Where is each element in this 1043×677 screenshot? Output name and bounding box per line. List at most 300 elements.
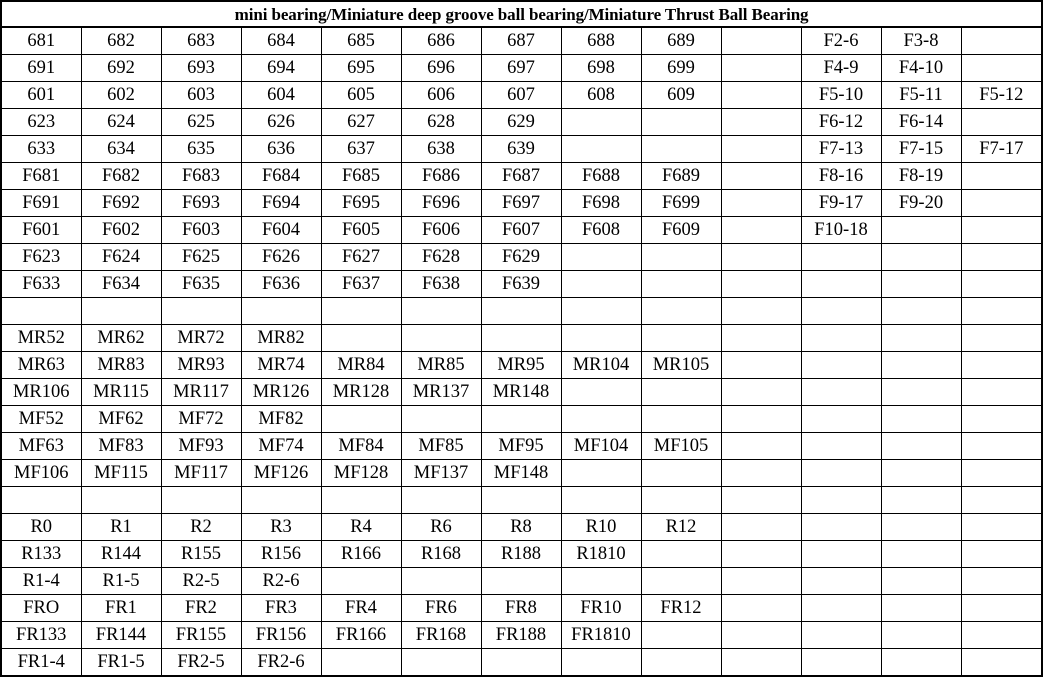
table-cell-empty bbox=[401, 649, 481, 677]
table-cell-empty bbox=[961, 298, 1042, 325]
table-cell-empty bbox=[721, 352, 801, 379]
table-cell-empty bbox=[641, 622, 721, 649]
table-cell-empty bbox=[81, 298, 161, 325]
table-cell-part-number: MF128 bbox=[321, 460, 401, 487]
table-cell-part-number: FR6 bbox=[401, 595, 481, 622]
table-cell-part-number: MF93 bbox=[161, 433, 241, 460]
table-cell-part-number: F5-12 bbox=[961, 82, 1042, 109]
table-cell-empty bbox=[721, 460, 801, 487]
table-cell-empty bbox=[721, 541, 801, 568]
table-cell-empty bbox=[401, 487, 481, 514]
table-row bbox=[1, 595, 1042, 622]
table-cell-empty bbox=[801, 433, 881, 460]
table-cell-part-number: 638 bbox=[401, 136, 481, 163]
table-cell-part-number: 692 bbox=[81, 55, 161, 82]
table-cell-empty bbox=[961, 487, 1042, 514]
table-cell-part-number: FR3 bbox=[241, 595, 321, 622]
table-cell-part-number: F4-10 bbox=[881, 55, 961, 82]
table-cell-empty bbox=[881, 217, 961, 244]
table-cell-part-number: R1-4 bbox=[1, 568, 81, 595]
table-cell-part-number: 699 bbox=[641, 55, 721, 82]
table-cell-part-number: F628 bbox=[401, 244, 481, 271]
table-cell-part-number: R4 bbox=[321, 514, 401, 541]
table-cell-part-number: F688 bbox=[561, 163, 641, 190]
table-cell-empty bbox=[881, 325, 961, 352]
table-cell-part-number: F7-17 bbox=[961, 136, 1042, 163]
table-cell-part-number: R166 bbox=[321, 541, 401, 568]
table-cell-part-number: F624 bbox=[81, 244, 161, 271]
table-cell-empty bbox=[801, 514, 881, 541]
table-row bbox=[1, 244, 1042, 271]
table-cell-part-number: MR126 bbox=[241, 379, 321, 406]
table-cell-empty bbox=[481, 487, 561, 514]
table-cell-empty bbox=[801, 568, 881, 595]
table-cell-part-number: F692 bbox=[81, 190, 161, 217]
table-cell-part-number: F695 bbox=[321, 190, 401, 217]
table-cell-empty bbox=[321, 649, 401, 677]
table-cell-empty bbox=[481, 325, 561, 352]
table-cell-empty bbox=[641, 298, 721, 325]
table-cell-empty bbox=[801, 595, 881, 622]
table-cell-part-number: F683 bbox=[161, 163, 241, 190]
table-cell-empty bbox=[561, 379, 641, 406]
table-row bbox=[1, 352, 1042, 379]
table-row bbox=[1, 136, 1042, 163]
table-cell-empty bbox=[641, 406, 721, 433]
table-cell-part-number: R2-5 bbox=[161, 568, 241, 595]
table-cell-part-number: MR63 bbox=[1, 352, 81, 379]
table-cell-part-number: MF83 bbox=[81, 433, 161, 460]
table-cell-part-number: 602 bbox=[81, 82, 161, 109]
table-cell-empty bbox=[721, 298, 801, 325]
table-cell-part-number: 686 bbox=[401, 27, 481, 55]
table-cell-part-number: R188 bbox=[481, 541, 561, 568]
table-cell-part-number: 637 bbox=[321, 136, 401, 163]
table-cell-part-number: MR82 bbox=[241, 325, 321, 352]
table-cell-part-number: FR188 bbox=[481, 622, 561, 649]
table-cell-empty bbox=[321, 568, 401, 595]
table-cell-part-number: 603 bbox=[161, 82, 241, 109]
table-cell-empty bbox=[881, 568, 961, 595]
table-cell-part-number: R8 bbox=[481, 514, 561, 541]
table-cell-empty bbox=[721, 433, 801, 460]
table-cell-part-number: FR2-6 bbox=[241, 649, 321, 677]
table-cell-empty bbox=[881, 406, 961, 433]
table-cell-empty bbox=[641, 325, 721, 352]
table-cell-part-number: MF117 bbox=[161, 460, 241, 487]
table-cell-part-number: MF82 bbox=[241, 406, 321, 433]
table-cell-part-number: F694 bbox=[241, 190, 321, 217]
table-cell-part-number: FR4 bbox=[321, 595, 401, 622]
table-cell-empty bbox=[801, 298, 881, 325]
table-cell-part-number: F623 bbox=[1, 244, 81, 271]
table-cell-empty bbox=[641, 541, 721, 568]
table-cell-empty bbox=[801, 325, 881, 352]
table-cell-part-number: FR1-5 bbox=[81, 649, 161, 677]
table-cell-empty bbox=[961, 406, 1042, 433]
table-cell-empty bbox=[801, 487, 881, 514]
table-cell-empty bbox=[641, 568, 721, 595]
table-cell-part-number: F637 bbox=[321, 271, 401, 298]
table-cell-part-number: R3 bbox=[241, 514, 321, 541]
table-cell-empty bbox=[801, 406, 881, 433]
table-cell-part-number: FR166 bbox=[321, 622, 401, 649]
table-cell-part-number: FRO bbox=[1, 595, 81, 622]
table-cell-part-number: F693 bbox=[161, 190, 241, 217]
table-cell-empty bbox=[321, 487, 401, 514]
table-cell-part-number: MR74 bbox=[241, 352, 321, 379]
table-cell-part-number: 694 bbox=[241, 55, 321, 82]
table-cell-empty bbox=[721, 622, 801, 649]
table-cell-part-number: 636 bbox=[241, 136, 321, 163]
table-title-row bbox=[1, 1, 1042, 27]
table-body bbox=[1, 1, 1042, 676]
table-cell-part-number: F4-9 bbox=[801, 55, 881, 82]
table-cell-empty bbox=[961, 244, 1042, 271]
table-cell-part-number: F684 bbox=[241, 163, 321, 190]
table-cell-part-number: F626 bbox=[241, 244, 321, 271]
table-cell-empty bbox=[721, 595, 801, 622]
table-cell-part-number: F687 bbox=[481, 163, 561, 190]
table-cell-part-number: 624 bbox=[81, 109, 161, 136]
table-cell-part-number: F696 bbox=[401, 190, 481, 217]
table-cell-empty bbox=[1, 487, 81, 514]
table-cell-part-number: F698 bbox=[561, 190, 641, 217]
table-cell-empty bbox=[881, 244, 961, 271]
table-cell-part-number: MR72 bbox=[161, 325, 241, 352]
table-cell-empty bbox=[961, 352, 1042, 379]
table-cell-part-number: MR105 bbox=[641, 352, 721, 379]
table-cell-part-number: MF85 bbox=[401, 433, 481, 460]
table-cell-empty bbox=[641, 379, 721, 406]
table-cell-part-number: MR117 bbox=[161, 379, 241, 406]
table-cell-empty bbox=[961, 649, 1042, 677]
table-cell-part-number: F605 bbox=[321, 217, 401, 244]
table-cell-part-number: 625 bbox=[161, 109, 241, 136]
table-cell-empty bbox=[641, 136, 721, 163]
table-cell-empty bbox=[721, 325, 801, 352]
table-cell-empty bbox=[321, 406, 401, 433]
table-cell-empty bbox=[561, 298, 641, 325]
table-cell-part-number: 683 bbox=[161, 27, 241, 55]
table-cell-part-number: 695 bbox=[321, 55, 401, 82]
table-cell-part-number: F602 bbox=[81, 217, 161, 244]
table-row bbox=[1, 460, 1042, 487]
table-cell-part-number: 689 bbox=[641, 27, 721, 55]
table-cell-part-number: F636 bbox=[241, 271, 321, 298]
table-cell-empty bbox=[801, 649, 881, 677]
table-cell-empty bbox=[721, 27, 801, 55]
table-cell-part-number: MR84 bbox=[321, 352, 401, 379]
table-cell-part-number: FR10 bbox=[561, 595, 641, 622]
table-cell-empty bbox=[241, 298, 321, 325]
table-cell-empty bbox=[961, 379, 1042, 406]
table-cell-empty bbox=[561, 487, 641, 514]
table-cell-empty bbox=[561, 244, 641, 271]
table-cell-part-number: F697 bbox=[481, 190, 561, 217]
table-cell-empty bbox=[801, 352, 881, 379]
table-cell-empty bbox=[801, 541, 881, 568]
table-cell-part-number: MF126 bbox=[241, 460, 321, 487]
table-cell-part-number: F7-13 bbox=[801, 136, 881, 163]
table-cell-part-number: F633 bbox=[1, 271, 81, 298]
table-cell-part-number: F639 bbox=[481, 271, 561, 298]
table-cell-empty bbox=[721, 379, 801, 406]
table-row bbox=[1, 271, 1042, 298]
table-cell-empty bbox=[561, 325, 641, 352]
table-cell-part-number: F638 bbox=[401, 271, 481, 298]
table-cell-part-number: 626 bbox=[241, 109, 321, 136]
table-row bbox=[1, 433, 1042, 460]
table-row bbox=[1, 217, 1042, 244]
table-cell-part-number: R2-6 bbox=[241, 568, 321, 595]
table-cell-empty bbox=[961, 541, 1042, 568]
table-cell-part-number: R0 bbox=[1, 514, 81, 541]
table-cell-part-number: 601 bbox=[1, 82, 81, 109]
table-cell-part-number: 605 bbox=[321, 82, 401, 109]
table-cell-empty bbox=[721, 163, 801, 190]
table-cell-empty bbox=[81, 487, 161, 514]
table-row bbox=[1, 82, 1042, 109]
table-cell-part-number: 623 bbox=[1, 109, 81, 136]
table-cell-part-number: F607 bbox=[481, 217, 561, 244]
table-cell-part-number: 681 bbox=[1, 27, 81, 55]
table-cell-part-number: MR106 bbox=[1, 379, 81, 406]
table-cell-part-number: MF105 bbox=[641, 433, 721, 460]
table-cell-part-number: F629 bbox=[481, 244, 561, 271]
table-cell-part-number: 604 bbox=[241, 82, 321, 109]
table-cell-part-number: 629 bbox=[481, 109, 561, 136]
table-cell-empty bbox=[721, 514, 801, 541]
table-cell-part-number: F8-16 bbox=[801, 163, 881, 190]
table-cell-part-number: F609 bbox=[641, 217, 721, 244]
table-cell-part-number: 687 bbox=[481, 27, 561, 55]
table-cell-part-number: R6 bbox=[401, 514, 481, 541]
table-row bbox=[1, 190, 1042, 217]
table-cell-empty bbox=[721, 109, 801, 136]
table-cell-part-number: MR95 bbox=[481, 352, 561, 379]
table-cell-part-number: F604 bbox=[241, 217, 321, 244]
table-cell-part-number: F699 bbox=[641, 190, 721, 217]
table-cell-part-number: F627 bbox=[321, 244, 401, 271]
table-cell-part-number: FR133 bbox=[1, 622, 81, 649]
table-cell-part-number: F634 bbox=[81, 271, 161, 298]
table-cell-part-number: R10 bbox=[561, 514, 641, 541]
table-cell-part-number: 607 bbox=[481, 82, 561, 109]
table-cell-empty bbox=[881, 379, 961, 406]
table-cell-empty bbox=[481, 568, 561, 595]
table-cell-part-number: MF74 bbox=[241, 433, 321, 460]
table-cell-empty bbox=[481, 649, 561, 677]
table-cell-empty bbox=[561, 649, 641, 677]
table-cell-empty bbox=[801, 271, 881, 298]
table-cell-empty bbox=[241, 487, 321, 514]
table-row bbox=[1, 541, 1042, 568]
table-cell-empty bbox=[801, 460, 881, 487]
table-cell-part-number: 627 bbox=[321, 109, 401, 136]
table-cell-empty bbox=[401, 325, 481, 352]
table-cell-part-number: R1810 bbox=[561, 541, 641, 568]
table-cell-empty bbox=[961, 433, 1042, 460]
table-cell-part-number: MF115 bbox=[81, 460, 161, 487]
table-cell-empty bbox=[801, 622, 881, 649]
table-cell-empty bbox=[881, 595, 961, 622]
table-cell-part-number: 682 bbox=[81, 27, 161, 55]
table-cell-empty bbox=[721, 217, 801, 244]
table-cell-part-number: R155 bbox=[161, 541, 241, 568]
table-cell-part-number: MR137 bbox=[401, 379, 481, 406]
table-cell-empty bbox=[641, 271, 721, 298]
table-cell-part-number: MR62 bbox=[81, 325, 161, 352]
table-row bbox=[1, 109, 1042, 136]
table-cell-empty bbox=[641, 649, 721, 677]
table-cell-part-number: MR115 bbox=[81, 379, 161, 406]
table-cell-part-number: F682 bbox=[81, 163, 161, 190]
table-cell-part-number: R2 bbox=[161, 514, 241, 541]
table-cell-part-number: MR83 bbox=[81, 352, 161, 379]
table-cell-part-number: MF63 bbox=[1, 433, 81, 460]
table-cell-part-number: FR12 bbox=[641, 595, 721, 622]
table-cell-empty bbox=[481, 406, 561, 433]
table-cell-part-number: F7-15 bbox=[881, 136, 961, 163]
table-cell-empty bbox=[721, 190, 801, 217]
table-cell-part-number: F9-17 bbox=[801, 190, 881, 217]
table-cell-part-number: 698 bbox=[561, 55, 641, 82]
table-cell-empty bbox=[881, 298, 961, 325]
table-cell-empty bbox=[961, 27, 1042, 55]
table-cell-empty bbox=[561, 109, 641, 136]
table-cell-empty bbox=[641, 109, 721, 136]
table-cell-part-number: R144 bbox=[81, 541, 161, 568]
table-cell-part-number: F6-14 bbox=[881, 109, 961, 136]
table-cell-empty bbox=[961, 271, 1042, 298]
table-cell-part-number: 691 bbox=[1, 55, 81, 82]
table-cell-empty bbox=[721, 136, 801, 163]
table-cell-part-number: MR85 bbox=[401, 352, 481, 379]
table-cell-part-number: F9-20 bbox=[881, 190, 961, 217]
table-cell-part-number: MF95 bbox=[481, 433, 561, 460]
table-cell-part-number: 609 bbox=[641, 82, 721, 109]
table-cell-part-number: MF62 bbox=[81, 406, 161, 433]
table-cell-empty bbox=[881, 433, 961, 460]
table-cell-part-number: R133 bbox=[1, 541, 81, 568]
table-cell-empty bbox=[881, 514, 961, 541]
table-cell-part-number: MF106 bbox=[1, 460, 81, 487]
table-cell-empty bbox=[721, 55, 801, 82]
table-cell-part-number: 693 bbox=[161, 55, 241, 82]
table-cell-part-number: FR1810 bbox=[561, 622, 641, 649]
table-cell-empty bbox=[961, 190, 1042, 217]
table-cell-empty bbox=[961, 514, 1042, 541]
table-cell-part-number: F10-18 bbox=[801, 217, 881, 244]
table-cell-part-number: FR144 bbox=[81, 622, 161, 649]
table-cell-empty bbox=[801, 379, 881, 406]
table-cell-empty bbox=[561, 136, 641, 163]
table-cell-part-number: MF104 bbox=[561, 433, 641, 460]
table-cell-part-number: MF52 bbox=[1, 406, 81, 433]
table-cell-empty bbox=[401, 406, 481, 433]
table-cell-part-number: F689 bbox=[641, 163, 721, 190]
table-cell-empty bbox=[721, 406, 801, 433]
table-cell-empty bbox=[881, 352, 961, 379]
table-cell-part-number: 688 bbox=[561, 27, 641, 55]
table-cell-part-number: FR1 bbox=[81, 595, 161, 622]
table-cell-empty bbox=[641, 244, 721, 271]
table-cell-empty bbox=[961, 460, 1042, 487]
table-cell-empty bbox=[481, 298, 561, 325]
table-cell-part-number: MR128 bbox=[321, 379, 401, 406]
table-cell-part-number: F635 bbox=[161, 271, 241, 298]
table-cell-empty bbox=[721, 487, 801, 514]
table-cell-empty bbox=[561, 271, 641, 298]
table-cell-part-number: F681 bbox=[1, 163, 81, 190]
table-row bbox=[1, 379, 1042, 406]
table-cell-empty bbox=[961, 217, 1042, 244]
table-cell-part-number: R1-5 bbox=[81, 568, 161, 595]
table-cell-part-number: MF84 bbox=[321, 433, 401, 460]
table-cell-part-number: 639 bbox=[481, 136, 561, 163]
table-cell-part-number: F3-8 bbox=[881, 27, 961, 55]
table-cell-part-number: F685 bbox=[321, 163, 401, 190]
table-cell-part-number: MF137 bbox=[401, 460, 481, 487]
table-cell-empty bbox=[561, 460, 641, 487]
table-cell-part-number: F608 bbox=[561, 217, 641, 244]
table-cell-part-number: 697 bbox=[481, 55, 561, 82]
table-cell-empty bbox=[721, 649, 801, 677]
table-cell-empty bbox=[801, 244, 881, 271]
table-row bbox=[1, 27, 1042, 55]
table-cell-part-number: FR2 bbox=[161, 595, 241, 622]
table-cell-part-number: MF148 bbox=[481, 460, 561, 487]
table-cell-empty bbox=[401, 568, 481, 595]
table-cell-empty bbox=[721, 568, 801, 595]
table-row bbox=[1, 514, 1042, 541]
page-title: mini bearing/Miniature deep groove ball bearing/Miniature Thrust Ball Bearing bbox=[1, 1, 1042, 27]
table-cell-part-number: FR2-5 bbox=[161, 649, 241, 677]
table-cell-empty bbox=[641, 487, 721, 514]
table-cell-part-number: MR148 bbox=[481, 379, 561, 406]
table-row bbox=[1, 55, 1042, 82]
table-row bbox=[1, 622, 1042, 649]
table-cell-part-number: F603 bbox=[161, 217, 241, 244]
table-cell-part-number: R1 bbox=[81, 514, 161, 541]
table-cell-part-number: F606 bbox=[401, 217, 481, 244]
table-row bbox=[1, 298, 1042, 325]
table-cell-part-number: F691 bbox=[1, 190, 81, 217]
table-cell-part-number: 606 bbox=[401, 82, 481, 109]
table-cell-empty bbox=[881, 487, 961, 514]
table-cell-part-number: 684 bbox=[241, 27, 321, 55]
table-cell-empty bbox=[641, 460, 721, 487]
table-row bbox=[1, 649, 1042, 677]
table-cell-part-number: FR1-4 bbox=[1, 649, 81, 677]
table-cell-part-number: 635 bbox=[161, 136, 241, 163]
table-cell-empty bbox=[881, 271, 961, 298]
table-cell-part-number: 633 bbox=[1, 136, 81, 163]
table-cell-part-number: 685 bbox=[321, 27, 401, 55]
table-cell-empty bbox=[961, 109, 1042, 136]
table-row bbox=[1, 487, 1042, 514]
table-cell-empty bbox=[161, 487, 241, 514]
table-cell-empty bbox=[401, 298, 481, 325]
table-row bbox=[1, 568, 1042, 595]
table-cell-part-number: F8-19 bbox=[881, 163, 961, 190]
table-cell-part-number: MR93 bbox=[161, 352, 241, 379]
table-cell-part-number: FR155 bbox=[161, 622, 241, 649]
table-cell-part-number: R156 bbox=[241, 541, 321, 568]
table-cell-empty bbox=[721, 82, 801, 109]
table-cell-empty bbox=[161, 298, 241, 325]
